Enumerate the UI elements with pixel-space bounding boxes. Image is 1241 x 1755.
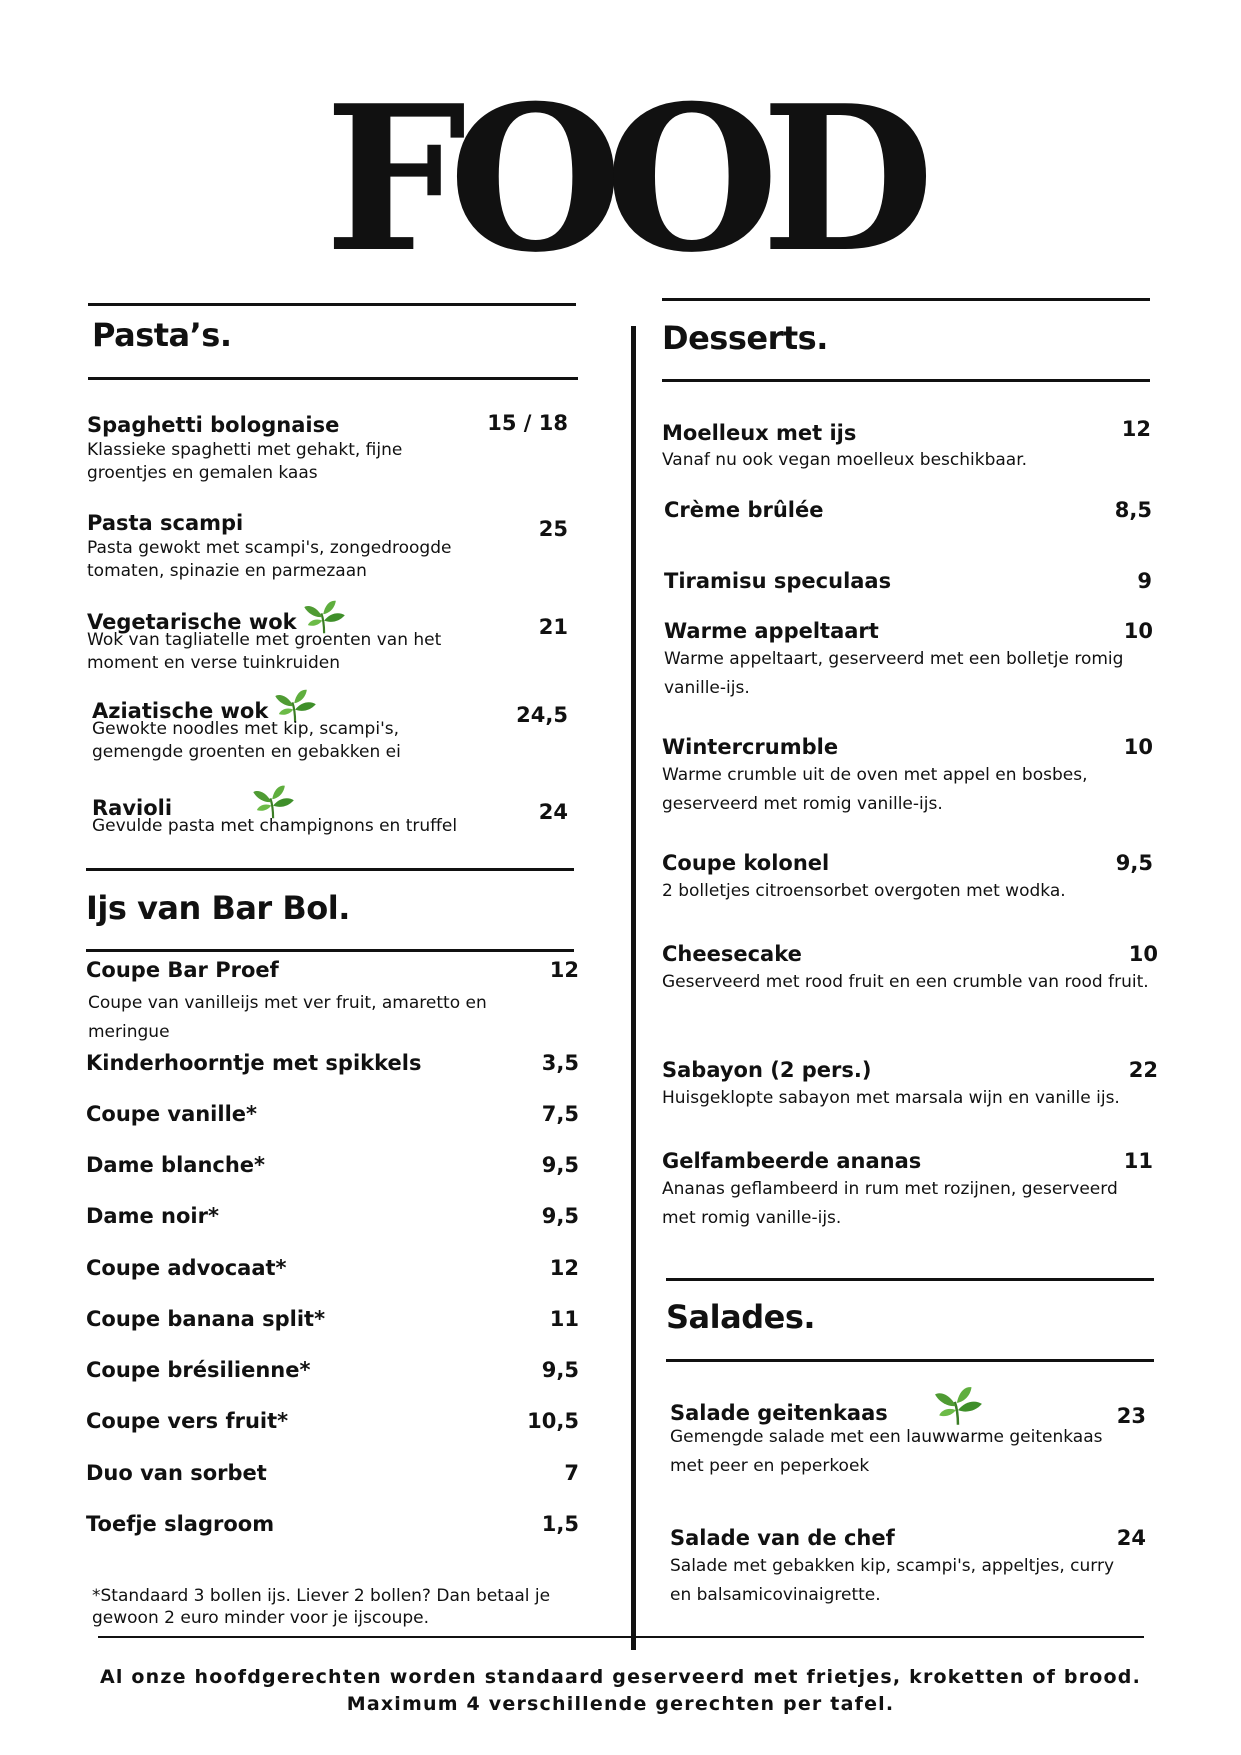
ice-item: [86, 1511, 579, 1537]
item-name: Dame blanche*: [86, 1153, 266, 1177]
item-price: 24: [538, 800, 568, 824]
item-name: Salade geitenkaas: [670, 1401, 888, 1425]
item-name: Coupe vers fruit*: [86, 1409, 289, 1433]
item-description: Gewokte noodles met kip, scampi's, gemengde groenten en gebakken ei: [92, 719, 401, 762]
item-description: Gemengde salade met een lauwwarme geitenkaas met peer en peperkoek: [670, 1427, 1103, 1476]
item-description: Ananas geflambeerd in rum met rozijnen, geserveerd met romig vanille-ijs.: [662, 1179, 1118, 1228]
item-price: 25: [538, 517, 568, 541]
ice-item: [86, 1357, 579, 1383]
item-name: Coupe vanille*: [86, 1102, 258, 1126]
ice-item: [86, 1306, 579, 1332]
item-price: 8,5: [1114, 498, 1152, 522]
item-price: 11: [1123, 1149, 1153, 1173]
pasta-heading: Pasta’s.: [92, 316, 232, 354]
item-description: Salade met gebakken kip, scampi's, appeltjes, curry en balsamicovinaigrette.: [670, 1556, 1115, 1605]
item-description: 2 bolletjes citroensorbet overgoten met wodka.: [662, 881, 1066, 901]
page-title: FOOD: [324, 62, 917, 297]
item-price: 10,5: [527, 1409, 579, 1433]
item-price: 21: [538, 615, 568, 639]
item-name: Duo van sorbet: [86, 1461, 267, 1485]
item-name: Ravioli: [92, 796, 173, 820]
pasta-bottom-rule: [88, 377, 578, 380]
item-name: Toefje slagroom: [86, 1512, 275, 1536]
item-name: Coupe brésilienne*: [86, 1358, 311, 1382]
item-price: 24,5: [516, 703, 568, 727]
salades-bottom-rule: [666, 1359, 1154, 1362]
item-name: Pasta scampi: [87, 511, 244, 535]
item-name: Dame noir*: [86, 1204, 219, 1228]
item-name: Spaghetti bolognaise: [87, 413, 340, 437]
desserts-top-rule: [662, 298, 1150, 301]
item-name: Sabayon (2 pers.): [662, 1058, 872, 1082]
ice-bottom-rule: [86, 949, 574, 952]
item-description: Pasta gewokt met scampi's, zongedroogde tomaten, spinazie en parmezaan: [87, 538, 452, 581]
ice-item: [86, 1408, 579, 1434]
footer-text: [90, 1664, 1151, 1718]
item-description: Warme appeltaart, geserveerd met een bolletje romig vanille-ijs.: [664, 649, 1124, 698]
item-name: Salade van de chef: [670, 1526, 895, 1550]
item-price: 10: [1128, 942, 1158, 966]
footer-rule: [98, 1636, 1144, 1638]
leaf-icon: [934, 1385, 984, 1427]
item-name: Crème brûlée: [664, 498, 824, 522]
item-price: 23: [1116, 1404, 1146, 1428]
salades-top-rule: [666, 1278, 1154, 1281]
ice-top-rule: [86, 868, 574, 871]
column-divider: [631, 326, 636, 1650]
item-name: Vegetarische wok: [87, 610, 297, 634]
item-name: Moelleux met ijs: [662, 421, 857, 445]
ice-heading: Ijs van Bar Bol.: [86, 889, 350, 927]
item-description: Wok van tagliatelle met groenten van het moment en verse tuinkruiden: [87, 630, 442, 673]
item-name: Coupe kolonel: [662, 851, 830, 875]
item-price: 1,5: [541, 1512, 579, 1536]
item-name: Coupe banana split*: [86, 1307, 326, 1331]
item-price: 9,5: [541, 1153, 579, 1177]
item-name: Warme appeltaart: [664, 619, 879, 643]
item-name: Coupe advocaat*: [86, 1256, 287, 1280]
item-name: Aziatische wok: [92, 699, 269, 723]
ice-item: [86, 1203, 579, 1229]
item-price: 12: [549, 1256, 579, 1280]
item-price: 7: [564, 1461, 579, 1485]
footer-line-2: Maximum 4 verschillende gerechten per tafel.: [346, 1693, 895, 1715]
ice-item: [86, 1050, 579, 1076]
item-name: Gelfambeerde ananas: [662, 1149, 922, 1173]
item-price: 11: [549, 1307, 579, 1331]
item-name: Cheesecake: [662, 942, 802, 966]
item-name: Wintercrumble: [662, 735, 839, 759]
item-description: Huisgeklopte sabayon met marsala wijn en vanille ijs.: [662, 1088, 1120, 1108]
item-price: 15 / 18: [487, 411, 568, 435]
item-price: 9,5: [541, 1204, 579, 1228]
item-description: Coupe van vanilleijs met ver fruit, amaretto en meringue: [88, 993, 487, 1042]
item-description: Geserveerd met rood fruit en een crumble van rood fruit.: [662, 972, 1149, 992]
item-price: 12: [1121, 417, 1151, 441]
item-description: Gevulde pasta met champignons en truffel: [92, 816, 458, 836]
item-price: 7,5: [541, 1102, 579, 1126]
desserts-heading: Desserts.: [662, 319, 828, 357]
item-description: Klassieke spaghetti met gehakt, fijne groentjes en gemalen kaas: [87, 440, 403, 483]
item-price: 12: [549, 958, 579, 982]
ice-footnote: *Standaard 3 bollen ijs. Liever 2 bollen? Dan betaal je gewoon 2 euro minder voor je ijscoupe.: [92, 1586, 551, 1628]
item-price: 9,5: [541, 1358, 579, 1382]
item-price: 22: [1128, 1058, 1158, 1082]
ice-item: [86, 1101, 579, 1127]
salades-heading: Salades.: [666, 1298, 816, 1336]
ice-item: [86, 1255, 579, 1281]
item-price: 9: [1137, 569, 1152, 593]
item-price: 10: [1123, 735, 1153, 759]
item-price: 3,5: [541, 1051, 579, 1075]
footer-line-1: Al onze hoofdgerechten worden standaard geserveerd met frietjes, kroketten of brood.: [99, 1666, 1141, 1688]
item-price: 9,5: [1115, 851, 1153, 875]
item-price: 24: [1116, 1526, 1146, 1550]
item-price: 10: [1123, 619, 1153, 643]
ice-item: [86, 1460, 579, 1486]
ice-item: [86, 1152, 579, 1178]
item-description: Warme crumble uit de oven met appel en bosbes, geserveerd met romig vanille-ijs.: [662, 765, 1088, 814]
pasta-top-rule: [88, 303, 576, 306]
item-name: Tiramisu speculaas: [664, 569, 892, 593]
item-name: Kinderhoorntje met spikkels: [86, 1051, 422, 1075]
item-name: Coupe Bar Proef: [86, 958, 279, 982]
desserts-bottom-rule: [662, 379, 1150, 382]
item-description: Vanaf nu ook vegan moelleux beschikbaar.: [662, 450, 1028, 470]
